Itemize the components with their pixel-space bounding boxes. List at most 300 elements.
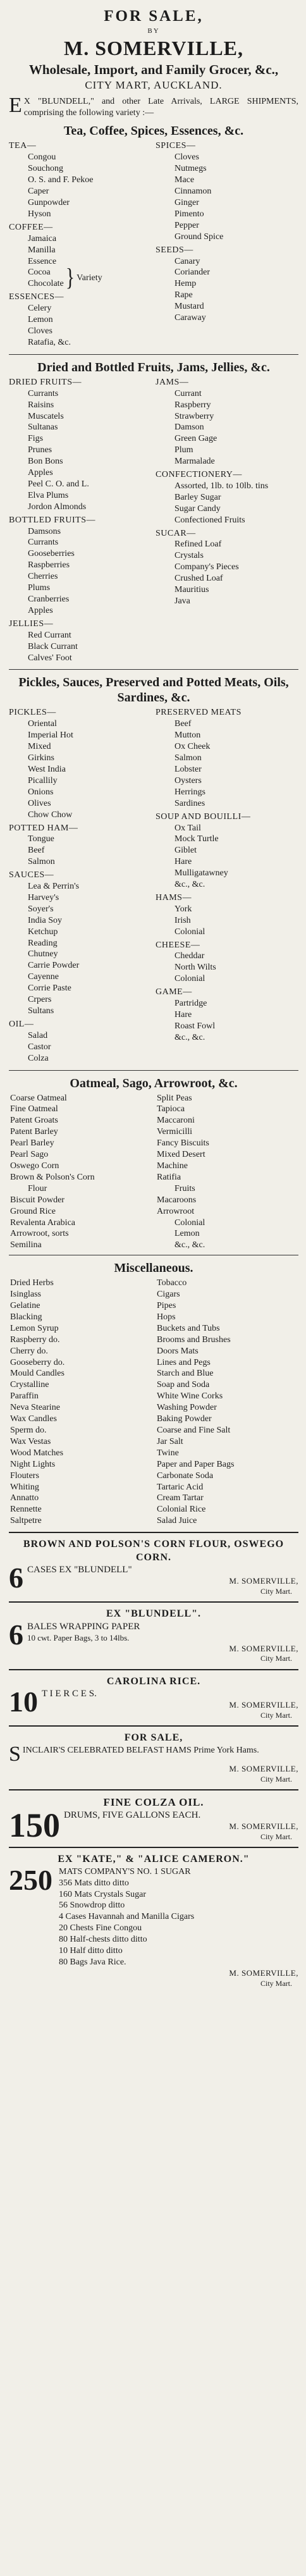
list-item: Carbonate Soda bbox=[157, 1470, 214, 1481]
list-item: Prunes bbox=[28, 445, 52, 455]
list-item: Mixed Desert bbox=[157, 1150, 205, 1160]
ad-location: City Mart. bbox=[260, 1586, 292, 1596]
group-heading: TEA— bbox=[9, 141, 37, 151]
ad-title: EX "BLUNDELL". bbox=[106, 1608, 201, 1620]
list-item: Flour bbox=[28, 1183, 47, 1193]
list-item: Assorted, 1lb. to 10lb. tins bbox=[174, 481, 269, 491]
list-item: Cigars bbox=[157, 1290, 180, 1300]
list-item: Arrowroot, sorts bbox=[10, 1229, 69, 1239]
list-item: Red Currant bbox=[28, 630, 71, 640]
list-item: Cheddar bbox=[174, 951, 205, 961]
list-item: Sugar Candy bbox=[174, 503, 221, 514]
jellies-group bbox=[9, 619, 152, 664]
list-item: Doors Mats bbox=[157, 1346, 199, 1356]
ad-quantity: 6 bbox=[9, 1562, 23, 1594]
list-item: Tongue bbox=[28, 834, 54, 844]
pickles-right-column bbox=[156, 707, 298, 1066]
group-heading: JAMS— bbox=[156, 377, 189, 387]
list-item: Ox Tail bbox=[174, 823, 201, 833]
ad-quantity: 6 bbox=[9, 1618, 23, 1651]
list-item: Fine Oatmeal bbox=[10, 1104, 58, 1114]
pickles-group bbox=[9, 707, 152, 820]
spices-group bbox=[156, 140, 298, 242]
list-item: Fruits bbox=[174, 1183, 195, 1193]
tea-section bbox=[9, 140, 298, 350]
list-item: Dried Herbs bbox=[10, 1278, 54, 1288]
list-item: Cherry do. bbox=[10, 1346, 48, 1356]
ad-signature: M. SOMERVILLE, bbox=[229, 1700, 298, 1710]
list-item: Carrie Powder bbox=[28, 961, 80, 971]
list-item: Ground Rice bbox=[10, 1206, 56, 1216]
list-item: O. S. and F. Pekoe bbox=[28, 175, 94, 185]
merchant-tagline: Wholesale, Import, and Family Grocer, &c., bbox=[28, 62, 279, 78]
list-item: Hyson bbox=[28, 209, 51, 219]
list-item: 160 Mats Crystals Sugar bbox=[59, 1889, 147, 1899]
list-item: Elva Plums bbox=[28, 490, 69, 500]
group-heading: PRESERVED MEATS bbox=[156, 708, 242, 718]
ad-location: City Mart. bbox=[260, 1978, 292, 1988]
list-item: Oswego Corn bbox=[10, 1161, 59, 1171]
oatmeal-right-column bbox=[156, 1093, 298, 1252]
ad-location: City Mart. bbox=[260, 1710, 292, 1720]
list-item: Damson bbox=[174, 422, 204, 433]
list-item: Maccaroni bbox=[157, 1116, 195, 1126]
list-item: Paraffin bbox=[10, 1391, 39, 1402]
list-item: Gunpowder bbox=[28, 198, 70, 207]
list-item: Black Currant bbox=[28, 641, 78, 651]
oatmeal-left-column bbox=[9, 1093, 156, 1252]
list-item: Colonial bbox=[174, 974, 205, 984]
list-item: Caper bbox=[28, 187, 49, 197]
pickles-left-column bbox=[9, 707, 156, 1066]
ad-quantity: 250 bbox=[9, 1863, 52, 1896]
oil-group bbox=[9, 1019, 152, 1064]
list-item: Colonial bbox=[174, 927, 205, 937]
list-item: Apples bbox=[28, 605, 53, 615]
list-item: Macaroons bbox=[157, 1195, 197, 1205]
list-item: Reading bbox=[28, 938, 58, 948]
group-heading: SUCAR— bbox=[156, 528, 196, 538]
list-item: Washing Powder bbox=[157, 1403, 217, 1413]
list-item: Hare bbox=[174, 857, 192, 867]
list-item: Raspberry do. bbox=[10, 1334, 60, 1345]
list-item: Lemon bbox=[174, 1229, 200, 1239]
list-item: West India bbox=[28, 764, 66, 774]
divider bbox=[9, 1669, 298, 1670]
belfast-hams-ad bbox=[9, 1732, 298, 1784]
list-item: Isinglass bbox=[10, 1290, 41, 1300]
list-item: Baking Powder bbox=[157, 1414, 212, 1424]
list-item: &c., &c. bbox=[174, 880, 205, 890]
list-item: Girkins bbox=[28, 753, 54, 763]
group-heading: OIL— bbox=[9, 1019, 34, 1029]
list-item: Chocolate bbox=[28, 279, 64, 289]
list-item: 356 Mats ditto ditto bbox=[59, 1878, 129, 1888]
oatmeal-section-title: Oatmeal, Sago, Arrowroot, &c. bbox=[70, 1076, 238, 1090]
list-item: Congou bbox=[28, 152, 56, 163]
ad-text: 10 cwt. Paper Bags, 3 to 14lbs. bbox=[27, 1632, 130, 1642]
list-item: Hemp bbox=[174, 279, 197, 289]
list-item: Sperm do. bbox=[10, 1426, 47, 1435]
list-item: Sultanas bbox=[28, 422, 58, 433]
list-item: Souchong bbox=[28, 164, 63, 174]
list-item: Crystals bbox=[174, 551, 204, 561]
list-item: Hare bbox=[174, 1010, 192, 1020]
list-item: Gelatine bbox=[10, 1301, 40, 1311]
list-item: Gooseberry do. bbox=[10, 1357, 65, 1367]
list-item: Jar Salt bbox=[157, 1436, 183, 1446]
list-item: Sardines bbox=[174, 798, 205, 808]
list-item: Pimento bbox=[174, 209, 204, 219]
variety-label: Variety bbox=[76, 273, 102, 283]
list-item: White Wine Corks bbox=[157, 1391, 223, 1402]
list-item: Rape bbox=[174, 290, 193, 300]
list-item: Salmon bbox=[28, 857, 55, 867]
list-item: Ox Cheek bbox=[174, 742, 211, 752]
list-item: Corrie Paste bbox=[28, 983, 71, 994]
pickles-section bbox=[9, 707, 298, 1066]
ad-signature: M. SOMERVILLE, bbox=[229, 1576, 298, 1586]
list-item: Sultans bbox=[28, 1006, 54, 1016]
group-heading: CHEESE— bbox=[156, 940, 200, 950]
list-item: Beef bbox=[174, 719, 192, 729]
group-heading: SPICES— bbox=[156, 141, 196, 151]
list-item: Soyer's bbox=[28, 904, 54, 914]
list-item: 80 Half-chests ditto ditto bbox=[59, 1935, 147, 1945]
for-sale-heading: FOR SALE, bbox=[104, 8, 204, 25]
list-item: Ground Spice bbox=[174, 231, 224, 242]
ad-text: INCLAIR'S CELEBRATED BELFAST HAMS Prime York Hams. bbox=[22, 1745, 259, 1755]
list-item: Bon Bons bbox=[28, 457, 63, 467]
list-item: Wood Matches bbox=[10, 1448, 64, 1458]
dried-right-column bbox=[156, 377, 298, 666]
divider bbox=[9, 1847, 298, 1848]
list-item: Pearl Sago bbox=[10, 1150, 49, 1160]
ad-title: FOR SALE, bbox=[124, 1732, 183, 1744]
list-item: Coarse Oatmeal bbox=[10, 1093, 67, 1103]
list-item: Cloves bbox=[174, 152, 199, 163]
group-heading: DRIED FRUITS— bbox=[9, 377, 82, 387]
list-item: Paper and Paper Bags bbox=[157, 1459, 235, 1469]
coffee-group bbox=[9, 222, 152, 290]
group-heading: COFFEE— bbox=[9, 222, 53, 232]
list-item: Buckets and Tubs bbox=[157, 1323, 220, 1333]
drop-cap: E bbox=[9, 93, 22, 117]
list-item: Biscuit Powder bbox=[10, 1195, 64, 1205]
divider bbox=[9, 669, 298, 670]
merchant-name: M. SOMERVILLE, bbox=[63, 37, 243, 60]
soup-group bbox=[156, 811, 298, 891]
list-item: Mace bbox=[174, 175, 195, 185]
ad-signature: M. SOMERVILLE, bbox=[229, 1764, 298, 1774]
list-item: Night Lights bbox=[10, 1459, 56, 1469]
list-item: 4 Cases Havannah and Manilla Cigars bbox=[59, 1912, 195, 1922]
list-item: Mixed bbox=[28, 742, 51, 752]
list-item: Mustard bbox=[174, 302, 204, 312]
ad-text: CASES EX "BLUNDELL" bbox=[27, 1565, 132, 1575]
tea-section-title: Tea, Coffee, Spices, Essences, &c. bbox=[63, 124, 244, 139]
cheese-group bbox=[156, 940, 298, 985]
potted-ham-group bbox=[9, 823, 152, 868]
brace-icon: } bbox=[65, 264, 75, 292]
list-item: Coriander bbox=[174, 268, 210, 278]
list-item: Plum bbox=[174, 445, 193, 455]
ad-title: BROWN AND POLSON'S CORN FLOUR, OSWEGO CORN. bbox=[23, 1539, 285, 1563]
misc-right-column bbox=[156, 1278, 298, 1527]
list-item: Wax Candles bbox=[10, 1414, 57, 1424]
variety-bracket bbox=[9, 264, 152, 292]
list-item: Apples bbox=[28, 468, 53, 478]
list-item: Semilina bbox=[10, 1240, 42, 1250]
divider bbox=[9, 354, 298, 355]
corn-flour-ad bbox=[9, 1538, 298, 1596]
list-item: Imperial Hot bbox=[28, 730, 73, 741]
game-group bbox=[156, 987, 298, 1044]
list-item: Colza bbox=[28, 1053, 49, 1063]
group-heading: HAMS— bbox=[156, 892, 192, 903]
list-item: 10 Half ditto ditto bbox=[59, 1946, 123, 1956]
ad-location: City Mart. bbox=[260, 1654, 292, 1663]
list-item: Celery bbox=[28, 304, 52, 314]
tea-group bbox=[9, 140, 152, 219]
list-item: Cinnamon bbox=[174, 187, 212, 197]
list-item: Cayenne bbox=[28, 972, 59, 982]
list-item: Plums bbox=[28, 583, 51, 593]
list-item: Hops bbox=[157, 1312, 176, 1322]
wrapping-paper-ad bbox=[9, 1608, 298, 1663]
list-item: Pipes bbox=[157, 1301, 176, 1311]
list-item: Peel C. O. and L. bbox=[28, 479, 89, 489]
list-item: 80 Bags Java Rice. bbox=[59, 1957, 126, 1967]
list-item: Salad Juice bbox=[157, 1516, 197, 1526]
misc-section bbox=[9, 1278, 298, 1527]
list-item: Cocoa bbox=[28, 268, 51, 278]
list-item: Muscatels bbox=[28, 411, 64, 421]
list-item: Green Gage bbox=[174, 434, 217, 444]
list-item: Split Peas bbox=[157, 1093, 192, 1103]
hams-group bbox=[156, 892, 298, 938]
list-item: Cranberries bbox=[28, 595, 70, 604]
list-item: Damsons bbox=[28, 526, 61, 536]
list-item: Mutton bbox=[174, 730, 201, 741]
list-item: Ratafia, &c. bbox=[28, 337, 71, 347]
list-item: Brooms and Brushes bbox=[157, 1334, 231, 1345]
jams-group bbox=[156, 377, 298, 467]
list-item: Giblet bbox=[174, 846, 197, 856]
list-item: Refined Loaf bbox=[174, 539, 222, 550]
list-item: Lines and Pegs bbox=[157, 1357, 211, 1367]
tea-left-column bbox=[9, 140, 156, 350]
dried-section-title: Dried and Bottled Fruits, Jams, Jellies, &c. bbox=[37, 360, 270, 374]
list-item: Neva Stearine bbox=[10, 1403, 60, 1413]
ad-location: City Mart. bbox=[260, 1832, 292, 1841]
list-item: Partridge bbox=[174, 999, 207, 1009]
list-item: Company's Pieces bbox=[174, 562, 239, 572]
list-item: Harvey's bbox=[28, 892, 59, 903]
list-item: Beef bbox=[28, 846, 45, 856]
list-item: Marmalade bbox=[174, 457, 215, 467]
ad-title: FINE COLZA OIL. bbox=[103, 1796, 204, 1809]
group-heading: CONFECTIONERY— bbox=[156, 470, 242, 480]
list-item: Manilla bbox=[28, 245, 56, 255]
dried-fruits-group bbox=[9, 377, 152, 513]
intro-text: X "BLUNDELL," and other Late Arrivals, LARGE SHIPMENTS, comprising the following variety :— bbox=[23, 96, 298, 118]
list-item: Starch and Blue bbox=[157, 1369, 214, 1379]
list-item: Revalenta Arabica bbox=[10, 1217, 76, 1228]
ad-text: DRUMS, FIVE GALLONS EACH. bbox=[64, 1809, 201, 1820]
list-item: Coarse and Fine Salt bbox=[157, 1426, 231, 1435]
list-item: Strawberry bbox=[174, 411, 214, 421]
list-item: Tobacco bbox=[157, 1278, 187, 1288]
ad-text: BALES WRAPPING PAPER bbox=[27, 1621, 140, 1632]
list-item: Vermicilli bbox=[157, 1127, 192, 1137]
list-item: Patent Barley bbox=[10, 1127, 58, 1137]
divider bbox=[9, 1532, 298, 1533]
ad-title: EX "KATE," & "ALICE CAMERON." bbox=[58, 1854, 250, 1865]
group-heading: SEEDS— bbox=[156, 245, 193, 255]
list-item: Chow Chow bbox=[28, 810, 73, 820]
list-item: Jordon Almonds bbox=[28, 502, 87, 512]
list-item: Mock Turtle bbox=[174, 834, 219, 844]
list-item: Salad bbox=[28, 1030, 48, 1040]
list-item: Java bbox=[174, 596, 190, 606]
list-item: Lemon bbox=[28, 315, 53, 325]
list-item: Currant bbox=[174, 388, 202, 398]
list-item: Currants bbox=[28, 388, 59, 398]
list-item: Whiting bbox=[10, 1482, 39, 1492]
bottled-fruits-group bbox=[9, 515, 152, 617]
list-item: Olives bbox=[28, 798, 51, 808]
list-item: Calves' Foot bbox=[28, 653, 72, 663]
carolina-rice-ad bbox=[9, 1675, 298, 1721]
list-item: Soap and Soda bbox=[157, 1380, 210, 1390]
divider bbox=[9, 1601, 298, 1603]
list-item: Oriental bbox=[28, 719, 57, 729]
divider bbox=[9, 1789, 298, 1790]
ad-quantity: 150 bbox=[9, 1806, 60, 1844]
list-item: Raspberry bbox=[174, 400, 211, 410]
group-heading: BOTTLED FRUITS— bbox=[9, 515, 95, 525]
list-item: Mulligatawney bbox=[174, 868, 228, 878]
ad-signature: M. SOMERVILLE, bbox=[229, 1821, 298, 1832]
list-item: Irish bbox=[174, 915, 191, 925]
list-item: 56 Snowdrop ditto bbox=[59, 1901, 125, 1911]
list-item: Figs bbox=[28, 434, 44, 444]
list-item: Cloves bbox=[28, 326, 52, 336]
list-item: Mauritius bbox=[174, 585, 209, 595]
ad-signature: M. SOMERVILLE, bbox=[229, 1968, 298, 1978]
list-item: York bbox=[174, 904, 192, 914]
group-heading: ESSENCES— bbox=[9, 292, 64, 302]
list-item: Onions bbox=[28, 787, 54, 797]
list-item: Rennette bbox=[10, 1505, 42, 1515]
list-item: Gooseberries bbox=[28, 549, 75, 559]
list-item: Lea & Perrin's bbox=[28, 882, 80, 892]
sugar-group bbox=[156, 528, 298, 607]
ad-text: MATS COMPANY'S NO. 1 SUGAR bbox=[59, 1866, 191, 1877]
oatmeal-section bbox=[9, 1093, 298, 1252]
misc-left-column bbox=[9, 1278, 156, 1527]
list-item: Castor bbox=[28, 1042, 51, 1052]
ad-location: City Mart. bbox=[260, 1774, 292, 1784]
list-item: Crushed Loaf bbox=[174, 574, 223, 584]
list-item: Essence bbox=[28, 256, 57, 266]
list-item: Jamaica bbox=[28, 233, 57, 243]
list-item: 20 Chests Fine Congou bbox=[59, 1923, 142, 1933]
list-item: Colonial Rice bbox=[157, 1505, 206, 1515]
dried-left-column bbox=[9, 377, 156, 666]
list-item: Cherries bbox=[28, 572, 58, 582]
list-item: Machine bbox=[157, 1161, 188, 1171]
list-item: Pearl Barley bbox=[10, 1138, 54, 1149]
ad-title: CAROLINA RICE. bbox=[106, 1675, 201, 1687]
group-heading: SAUCES— bbox=[9, 870, 54, 880]
list-item: India Soy bbox=[28, 915, 63, 925]
pickles-section-title: Pickles, Sauces, Preserved and Potted Meats, Oils, Sardines, &c. bbox=[18, 675, 289, 705]
essences-group bbox=[9, 292, 152, 348]
list-item: Ginger bbox=[174, 198, 199, 207]
list-item: Barley Sugar bbox=[174, 492, 221, 502]
divider bbox=[9, 1070, 298, 1071]
ad-signature: M. SOMERVILLE, bbox=[229, 1643, 298, 1653]
list-item: Ratifia bbox=[157, 1172, 181, 1182]
list-item: Crystalline bbox=[10, 1380, 49, 1390]
list-item: Cream Tartar bbox=[157, 1493, 204, 1503]
group-heading: POTTED HAM— bbox=[9, 823, 78, 833]
list-item: Currants bbox=[28, 538, 59, 548]
dried-section bbox=[9, 377, 298, 666]
list-item: Lobster bbox=[174, 764, 202, 774]
list-item: Canary bbox=[174, 256, 200, 266]
group-heading: GAME— bbox=[156, 987, 192, 997]
list-item: Wax Vestas bbox=[10, 1436, 51, 1446]
list-item: Brown & Polson's Corn bbox=[10, 1172, 95, 1182]
list-item: &c., &c. bbox=[174, 1240, 205, 1250]
misc-section-title: Miscellaneous. bbox=[114, 1261, 193, 1276]
sauces-group bbox=[9, 870, 152, 1017]
list-item: North Wilts bbox=[174, 963, 216, 973]
list-item: Pepper bbox=[174, 220, 199, 230]
list-item: Salmon bbox=[174, 753, 202, 763]
list-item: Fancy Biscuits bbox=[157, 1138, 209, 1149]
list-item: Twine bbox=[157, 1448, 179, 1458]
list-item: Mould Candles bbox=[10, 1369, 64, 1379]
list-item: Tapioca bbox=[157, 1104, 185, 1114]
merchant-place: CITY MART, AUCKLAND. bbox=[85, 78, 223, 91]
list-item: Annatto bbox=[10, 1493, 39, 1503]
list-item: Picallily bbox=[28, 775, 58, 786]
list-item: Patent Groats bbox=[10, 1116, 58, 1126]
list-item: Blacking bbox=[10, 1312, 42, 1322]
list-item: Lemon Syrup bbox=[10, 1323, 59, 1333]
confectionery-group bbox=[156, 469, 298, 526]
list-item: Chutney bbox=[28, 949, 58, 959]
list-item: Ketchup bbox=[28, 927, 58, 937]
tea-right-column bbox=[156, 140, 298, 350]
list-item: Saltpetre bbox=[10, 1516, 42, 1526]
list-item: Arrowroot bbox=[157, 1206, 195, 1216]
ad-text: T I E R C E S. bbox=[42, 1689, 97, 1699]
ad-quantity: 10 bbox=[9, 1685, 38, 1718]
by-line: BY bbox=[147, 27, 160, 35]
list-item: Caraway bbox=[174, 313, 206, 323]
group-heading: SOUP AND BOUILLI— bbox=[156, 811, 251, 822]
kate-alice-cameron-ad bbox=[9, 1853, 298, 1988]
list-item: Tartaric Acid bbox=[157, 1482, 204, 1492]
list-item: Roast Fowl bbox=[174, 1021, 216, 1031]
list-item: Crpers bbox=[28, 995, 52, 1005]
preserved-meats-group bbox=[156, 707, 298, 809]
